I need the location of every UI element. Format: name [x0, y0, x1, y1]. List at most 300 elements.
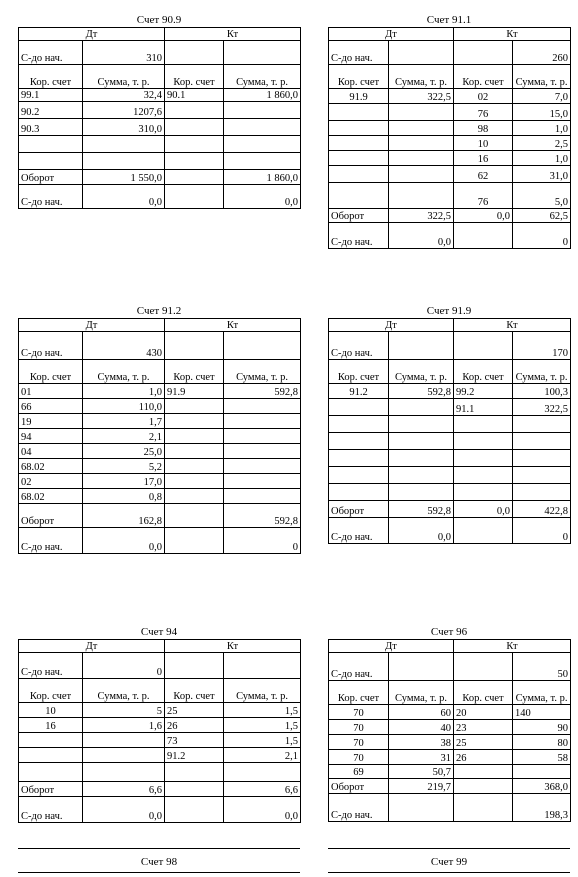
- table-row: [19, 414, 301, 429]
- turnover-row: [329, 501, 571, 518]
- cell: 1,0: [513, 121, 571, 136]
- kor-header: Кор. счет: [329, 65, 389, 89]
- cell: [329, 151, 389, 166]
- cell: [389, 183, 454, 209]
- kor-header: Кор. счет: [454, 360, 513, 384]
- table-row: [329, 183, 571, 209]
- cell: [224, 153, 301, 170]
- cell: [389, 166, 454, 183]
- kor-header: Кор. счет: [165, 679, 224, 703]
- cell: [224, 119, 301, 136]
- account-table: [18, 318, 301, 554]
- debit-header: Дт: [329, 319, 454, 332]
- cell: [389, 399, 454, 416]
- end-label: С-до нач.: [19, 185, 83, 209]
- turnover-kor: 0,0: [454, 501, 513, 518]
- cell: [329, 104, 389, 121]
- table-row: [19, 703, 301, 718]
- cell: [165, 763, 224, 782]
- cell: [329, 166, 389, 183]
- table-row: [329, 720, 571, 735]
- cell: [224, 444, 301, 459]
- cell: 1 860,0: [224, 89, 301, 102]
- cell: 90.2: [19, 102, 83, 119]
- cell: [389, 433, 454, 450]
- cell: [513, 450, 571, 467]
- kor-header: Кор. счет: [19, 65, 83, 89]
- end-row: [19, 797, 301, 823]
- account-table: [18, 27, 301, 209]
- cell: [224, 136, 301, 153]
- cell: 90: [513, 720, 571, 735]
- cell: [165, 474, 224, 489]
- cell: 25: [165, 703, 224, 718]
- account-91-2: [18, 305, 300, 554]
- cell: 5: [83, 703, 165, 718]
- cell: 76: [454, 104, 513, 121]
- cell: [329, 399, 389, 416]
- cell: [389, 467, 454, 484]
- cell: 140: [513, 705, 571, 720]
- cell: [165, 444, 224, 459]
- cell: [165, 489, 224, 504]
- kor-header: Кор. счет: [454, 681, 513, 705]
- cell: 322,5: [513, 399, 571, 416]
- cell: [389, 136, 454, 151]
- cell: 50,7: [389, 765, 454, 779]
- cell: 94: [19, 429, 83, 444]
- start-credit: 260: [513, 41, 571, 65]
- cell: 310,0: [83, 119, 165, 136]
- end-debit: 0,0: [83, 185, 165, 209]
- cell: 1,0: [513, 151, 571, 166]
- kor-header: Кор. счет: [19, 679, 83, 703]
- cell: [83, 136, 165, 153]
- cell: 2,5: [513, 136, 571, 151]
- credit-header: Кт: [165, 640, 301, 653]
- turnover-row: [329, 209, 571, 223]
- turnover-label: Оборот: [19, 782, 83, 797]
- cell: [329, 121, 389, 136]
- start-label: С-до нач.: [19, 332, 83, 360]
- turnover-row: [329, 779, 571, 794]
- table-row: [329, 750, 571, 765]
- cell: [165, 119, 224, 136]
- end-debit: 0,0: [389, 518, 454, 544]
- table-row: [19, 89, 301, 102]
- debit-header: Дт: [329, 640, 454, 653]
- cell: [165, 153, 224, 170]
- kor-header: Кор. счет: [165, 360, 224, 384]
- start-label: С-до нач.: [329, 41, 389, 65]
- cell: [165, 102, 224, 119]
- turnover-row: [19, 504, 301, 528]
- sum-header: Сумма, т. р.: [83, 360, 165, 384]
- table-row: [19, 733, 301, 748]
- cell: [389, 151, 454, 166]
- start-label: С-до нач.: [329, 332, 389, 360]
- end-credit: 0,0: [224, 797, 301, 823]
- start-credit: [224, 41, 301, 65]
- end-row: [329, 794, 571, 822]
- table-row: [19, 459, 301, 474]
- credit-header: Кт: [165, 28, 301, 41]
- cell: 99.1: [19, 89, 83, 102]
- table-row: [19, 444, 301, 459]
- kor-header: Кор. счет: [329, 681, 389, 705]
- cell: 5,0: [513, 183, 571, 209]
- cell: [329, 450, 389, 467]
- end-credit: 0: [224, 528, 301, 554]
- cell: [329, 416, 389, 433]
- cell: [329, 484, 389, 501]
- turnover-debit: 1 550,0: [83, 170, 165, 185]
- cell: 19: [19, 414, 83, 429]
- cell: 23: [454, 720, 513, 735]
- turnover-debit: 6,6: [83, 782, 165, 797]
- table-row: [19, 718, 301, 733]
- turnover-credit: 62,5: [513, 209, 571, 223]
- cell: 91.9: [165, 384, 224, 399]
- account-90-9: [18, 14, 300, 209]
- account-table: [328, 27, 571, 249]
- cell: 70: [329, 750, 389, 765]
- cell: [19, 763, 83, 782]
- cell: 25: [454, 735, 513, 750]
- cell: [329, 467, 389, 484]
- cell: 38: [389, 735, 454, 750]
- start-label: С-до нач.: [19, 653, 83, 679]
- table-row: [329, 384, 571, 399]
- cell: [329, 183, 389, 209]
- end-row: [329, 518, 571, 544]
- cell: 16: [19, 718, 83, 733]
- table-row: [329, 104, 571, 121]
- cell: 04: [19, 444, 83, 459]
- table-row: [19, 119, 301, 136]
- turnover-debit: 322,5: [389, 209, 454, 223]
- cell: [165, 399, 224, 414]
- cell: [224, 763, 301, 782]
- table-row: [19, 399, 301, 414]
- account-title-99: Счет 99: [430, 856, 468, 868]
- sum-header: Сумма, т. р.: [389, 360, 454, 384]
- end-label: С-до нач.: [329, 794, 389, 822]
- cell: 76: [454, 183, 513, 209]
- start-debit: [389, 41, 454, 65]
- start-debit: 310: [83, 41, 165, 65]
- cell: 592,8: [389, 384, 454, 399]
- start-credit: 170: [513, 332, 571, 360]
- cell: [224, 474, 301, 489]
- cell: 1,6: [83, 718, 165, 733]
- cell: [224, 459, 301, 474]
- end-debit: 0,0: [83, 797, 165, 823]
- cell: [224, 489, 301, 504]
- account-title: Счет 91.9: [426, 305, 472, 317]
- table-row: [329, 450, 571, 467]
- credit-header: Кт: [454, 319, 571, 332]
- credit-header: Кт: [454, 640, 571, 653]
- table-row: [329, 735, 571, 750]
- end-row: [329, 223, 571, 249]
- cell: 32,4: [83, 89, 165, 102]
- table-row: [329, 467, 571, 484]
- cell: [165, 136, 224, 153]
- end-label: С-до нач.: [329, 223, 389, 249]
- credit-header: Кт: [165, 319, 301, 332]
- table-row: [19, 489, 301, 504]
- cell: [19, 748, 83, 763]
- cell: 90.3: [19, 119, 83, 136]
- cell: [224, 414, 301, 429]
- cell: 68.02: [19, 489, 83, 504]
- cell: [329, 433, 389, 450]
- cell: [165, 414, 224, 429]
- cell: 60: [389, 705, 454, 720]
- cell: 91.2: [329, 384, 389, 399]
- sum-header: Сумма, т. р.: [83, 65, 165, 89]
- cell: [513, 484, 571, 501]
- cell: 2,1: [83, 429, 165, 444]
- table-row: [329, 416, 571, 433]
- start-debit: 0: [83, 653, 165, 679]
- cell: [454, 450, 513, 467]
- cell: [165, 459, 224, 474]
- account-96: [328, 626, 570, 822]
- cell: 26: [165, 718, 224, 733]
- cell: 02: [19, 474, 83, 489]
- turnover-label: Оборот: [329, 779, 389, 794]
- cell: [454, 467, 513, 484]
- turnover-label: Оборот: [329, 501, 389, 518]
- sum-header: Сумма, т. р.: [224, 679, 301, 703]
- cell: 15,0: [513, 104, 571, 121]
- sum-header: Сумма, т. р.: [513, 681, 571, 705]
- cell: 25,0: [83, 444, 165, 459]
- cell: [224, 429, 301, 444]
- turnover-debit: 219,7: [389, 779, 454, 794]
- end-credit: 198,3: [513, 794, 571, 822]
- start-credit: [224, 653, 301, 679]
- table-row: [19, 384, 301, 399]
- turnover-label: Оборот: [19, 504, 83, 528]
- turnover-label: Оборот: [329, 209, 389, 223]
- cell: 80: [513, 735, 571, 750]
- end-row: [19, 185, 301, 209]
- cell: 70: [329, 720, 389, 735]
- cell: 10: [454, 136, 513, 151]
- table-row: [329, 89, 571, 104]
- cell: 110,0: [83, 399, 165, 414]
- kor-header: Кор. счет: [19, 360, 83, 384]
- cell: [454, 765, 513, 779]
- cell: [389, 104, 454, 121]
- divider: [328, 848, 570, 849]
- turnover-credit: 1 860,0: [224, 170, 301, 185]
- cell: 100,3: [513, 384, 571, 399]
- account-table: [328, 318, 571, 544]
- cell: [454, 416, 513, 433]
- table-row: [19, 474, 301, 489]
- table-row: [329, 121, 571, 136]
- cell: 16: [454, 151, 513, 166]
- cell: 592,8: [224, 384, 301, 399]
- account-title: Счет 91.2: [136, 305, 182, 317]
- cell: [329, 136, 389, 151]
- end-row: [19, 528, 301, 554]
- turnover-kor: 0,0: [454, 209, 513, 223]
- start-label: С-до нач.: [19, 41, 83, 65]
- debit-header: Дт: [19, 28, 165, 41]
- table-row: [19, 763, 301, 782]
- turnover-credit: 6,6: [224, 782, 301, 797]
- turnover-credit: 368,0: [513, 779, 571, 794]
- sum-header: Сумма, т. р.: [389, 65, 454, 89]
- sum-header: Сумма, т. р.: [224, 360, 301, 384]
- end-label: С-до нач.: [329, 518, 389, 544]
- start-debit: 430: [83, 332, 165, 360]
- sum-header: Сумма, т. р.: [224, 65, 301, 89]
- turnover-credit: 422,8: [513, 501, 571, 518]
- start-credit: [224, 332, 301, 360]
- sum-header: Сумма, т. р.: [83, 679, 165, 703]
- turnover-row: [19, 170, 301, 185]
- cell: [513, 467, 571, 484]
- cell: [389, 484, 454, 501]
- cell: 91.1: [454, 399, 513, 416]
- debit-header: Дт: [19, 319, 165, 332]
- cell: 62: [454, 166, 513, 183]
- cell: 99.2: [454, 384, 513, 399]
- sum-header: Сумма, т. р.: [513, 65, 571, 89]
- end-credit: 0: [513, 518, 571, 544]
- cell: [454, 484, 513, 501]
- cell: 58: [513, 750, 571, 765]
- cell: 322,5: [389, 89, 454, 104]
- cell: 98: [454, 121, 513, 136]
- table-row: [329, 151, 571, 166]
- end-debit: 0,0: [389, 223, 454, 249]
- divider: [18, 872, 300, 873]
- cell: [389, 450, 454, 467]
- account-91-9: [328, 305, 570, 544]
- end-debit: 0,0: [83, 528, 165, 554]
- cell: 5,2: [83, 459, 165, 474]
- cell: [165, 429, 224, 444]
- cell: 01: [19, 384, 83, 399]
- table-row: [19, 153, 301, 170]
- end-label: С-до нач.: [19, 528, 83, 554]
- kor-header: Кор. счет: [329, 360, 389, 384]
- cell: [513, 433, 571, 450]
- cell: 02: [454, 89, 513, 104]
- credit-header: Кт: [454, 28, 571, 41]
- table-row: [19, 102, 301, 119]
- cell: 31: [389, 750, 454, 765]
- start-label: С-до нач.: [329, 653, 389, 681]
- divider: [18, 848, 300, 849]
- account-title: Счет 91.1: [426, 14, 472, 26]
- account-table: [328, 639, 571, 822]
- end-debit: [389, 794, 454, 822]
- start-credit: 50: [513, 653, 571, 681]
- table-row: [329, 433, 571, 450]
- cell: 91.9: [329, 89, 389, 104]
- cell: 1,5: [224, 703, 301, 718]
- table-row: [329, 484, 571, 501]
- turnover-debit: 162,8: [83, 504, 165, 528]
- cell: 73: [165, 733, 224, 748]
- table-row: [329, 705, 571, 720]
- table-row: [19, 748, 301, 763]
- account-title: Счет 94: [140, 626, 178, 638]
- account-title: Счет 90.9: [136, 14, 182, 26]
- table-row: [19, 429, 301, 444]
- cell: 68.02: [19, 459, 83, 474]
- cell: 20: [454, 705, 513, 720]
- end-credit: 0: [513, 223, 571, 249]
- cell: 1,5: [224, 733, 301, 748]
- table-row: [329, 765, 571, 779]
- cell: 90.1: [165, 89, 224, 102]
- cell: [389, 416, 454, 433]
- cell: [83, 153, 165, 170]
- cell: 69: [329, 765, 389, 779]
- sum-header: Сумма, т. р.: [513, 360, 571, 384]
- cell: [513, 765, 571, 779]
- cell: [224, 399, 301, 414]
- cell: [513, 416, 571, 433]
- cell: [389, 121, 454, 136]
- debit-header: Дт: [19, 640, 165, 653]
- cell: [19, 153, 83, 170]
- cell: 31,0: [513, 166, 571, 183]
- cell: [19, 136, 83, 153]
- cell: [224, 102, 301, 119]
- cell: [83, 733, 165, 748]
- cell: 10: [19, 703, 83, 718]
- turnover-row: [19, 782, 301, 797]
- account-title: Счет 96: [430, 626, 468, 638]
- cell: 17,0: [83, 474, 165, 489]
- end-credit: 0,0: [224, 185, 301, 209]
- divider: [328, 872, 570, 873]
- turnover-label: Оборот: [19, 170, 83, 185]
- cell: 40: [389, 720, 454, 735]
- account-94: [18, 626, 300, 823]
- start-debit: [389, 332, 454, 360]
- cell: 1,0: [83, 384, 165, 399]
- account-table: [18, 639, 301, 823]
- cell: 1,5: [224, 718, 301, 733]
- cell: [19, 733, 83, 748]
- sum-header: Сумма, т. р.: [389, 681, 454, 705]
- cell: 70: [329, 735, 389, 750]
- cell: 91.2: [165, 748, 224, 763]
- table-row: [329, 166, 571, 183]
- turnover-credit: 592,8: [224, 504, 301, 528]
- account-91-1: [328, 14, 570, 249]
- debit-header: Дт: [329, 28, 454, 41]
- cell: [83, 763, 165, 782]
- cell: 1,7: [83, 414, 165, 429]
- account-title-98: Счет 98: [140, 856, 178, 868]
- table-row: [19, 136, 301, 153]
- cell: 0,8: [83, 489, 165, 504]
- cell: 7,0: [513, 89, 571, 104]
- start-debit: [389, 653, 454, 681]
